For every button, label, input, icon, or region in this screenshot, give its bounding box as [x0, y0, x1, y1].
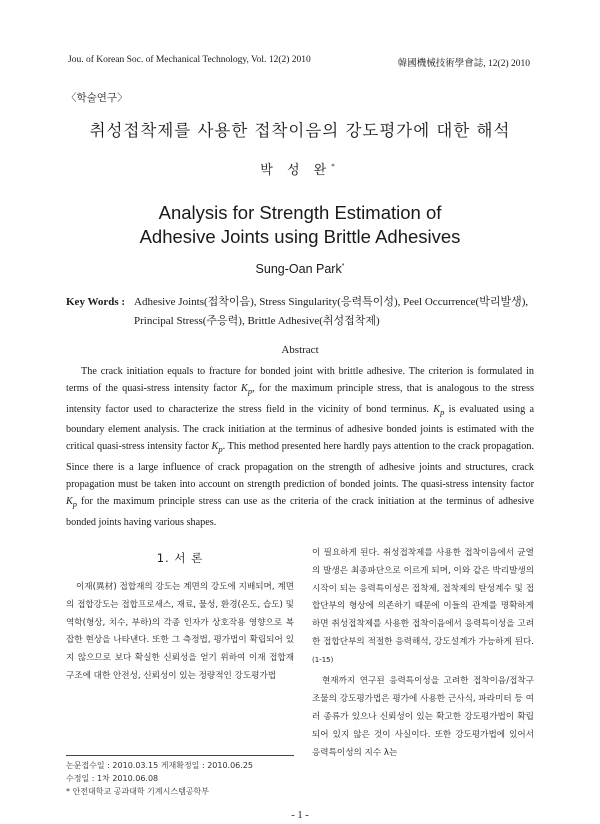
kp-symbol: $K_p$: [66, 496, 78, 510]
footnote-dates: 논문접수일 : 2010.03.15 게재확정일 : 2010.06.25: [66, 761, 253, 770]
keywords-label: Key Words :: [66, 296, 126, 308]
title-english: [0, 201, 600, 249]
section-1-title: 1. 서 론: [156, 551, 204, 565]
footnote-divider: [66, 755, 294, 756]
kp-symbol: $K_p$: [433, 403, 445, 417]
page-number: - 1 -: [291, 810, 309, 821]
keywords-text: Adhesive Joints(접착이음), Stress Singularity(응력특이성), Peel Occurrence(박리발생), Principal Stress(주응력), Brittle Adhesive(취성접착제): [134, 296, 529, 327]
author-korean: [0, 159, 600, 178]
author-english: [0, 262, 600, 276]
title-english-line2: Adhesive Joints using Brittle Adhesives: [139, 226, 461, 247]
abstract-heading: Abstract: [281, 344, 319, 356]
title-korean: 취성접착제를 사용한 접착이음의 강도평가에 대한 해석: [89, 121, 511, 140]
title-english-line1: Analysis for Strength Estimation of: [158, 202, 442, 223]
abstract-body: The crack initiation equals to fracture for bonded joint with brittle adhesive. The criterion is formulated in terms of the quasi-stress intensity factor $K_p$, for the maximum principle stress, that is analogous to the stress intensity factor used to characterize the stress field in the vicinity of bond terminus. $K_p$ is evaluated using a boundary element analysis. The crack initiation at the terminus of adhesive bonded joints is estimated with the critical quasi-stress intensity factor $K_p$. This method presented here hardly pays attention to the crack propagation. Since there is a large influence of crack propagation on the strength of adhesive joints and structures, crack propagation must be taken into account on strength prediction of bonded joints. The quasi-stress intensity factor $K_p$ for the maximum principle stress can use as the criteria of the crack initiation at the terminus of adhesive bonded joints having various shapes.: [66, 366, 534, 528]
author-english-mark: *: [341, 262, 345, 270]
footnote-affiliation: * 안전대학교 공과대학 기계시스템공학부: [66, 787, 210, 796]
intro-right-paragraph-1: 이 필요하게 된다. 취성접착제를 사용한 접착이음에서 균열의 발생은 최종파단으로 이르게 되며, 이와 같은 박리발생의 시작이 되는 응력특이성은 접착제, 접착제의 탄성계수 및 접합단부의 형상에 의존하기 때문에 이들의 관계를 명확하게 하면 취성접착제를 사용한 접착이음에서 응력특이성을 고려한 접합단부의 적절한 응력해석, 강도설계가 가능하게 된다.$^{(1-15)}$: [312, 548, 534, 664]
author-english-name: Sung-Oan Park: [255, 262, 342, 276]
kp-symbol: $K_p$: [241, 383, 253, 397]
intro-right-column: [312, 545, 534, 762]
intro-left-column: 이재(異材) 접합재의 강도는 계면의 강도에 지배되며, 계면의 접합강도는 접합프로세스, 재료, 물성, 환경(온도, 습도) 및 역학(형상, 치수, 부하)의 각종 인자가 상호작용 영향으로 복잡한 현상을 나타낸다. 또한 그 측정법, 평가법이 확립되어 있지 않으므로 보다 확실한 신뢰성을 얻기 위하여 이재 접합재구조에 대한 안전성, 신뢰성이 있는 정량적인 강도평가법: [66, 582, 294, 681]
journal-header-ko: 韓國機械技術學會誌, 12(2) 2010: [397, 59, 530, 69]
author-korean-name: 박 성 완: [260, 163, 332, 178]
reference-mark: (1-15): [312, 655, 334, 664]
intro-right-paragraph-2: 현재까지 연구된 응력특이성을 고려한 접착이음/접착구조물의 강도평가법은 평가에 사용한 근사식, 파라미터 등 여러 종류가 있으나 신뢰성이 있는 확고한 강도평가법이 확립되어 있지 않은 것이 사실이다. 또한 강도평가법에 있어서 응력특이성의 지수 λ는: [312, 676, 534, 758]
footnote-revision: 수정일 : 1차 2010.06.08: [66, 774, 159, 783]
kp-symbol: $K_p$: [211, 441, 223, 455]
journal-header-en: Jou. of Korean Soc. of Mechanical Technology, Vol. 12(2) 2010: [68, 55, 311, 65]
section-tag: 〈학술연구〉: [66, 92, 128, 104]
author-korean-mark: *: [331, 162, 340, 171]
